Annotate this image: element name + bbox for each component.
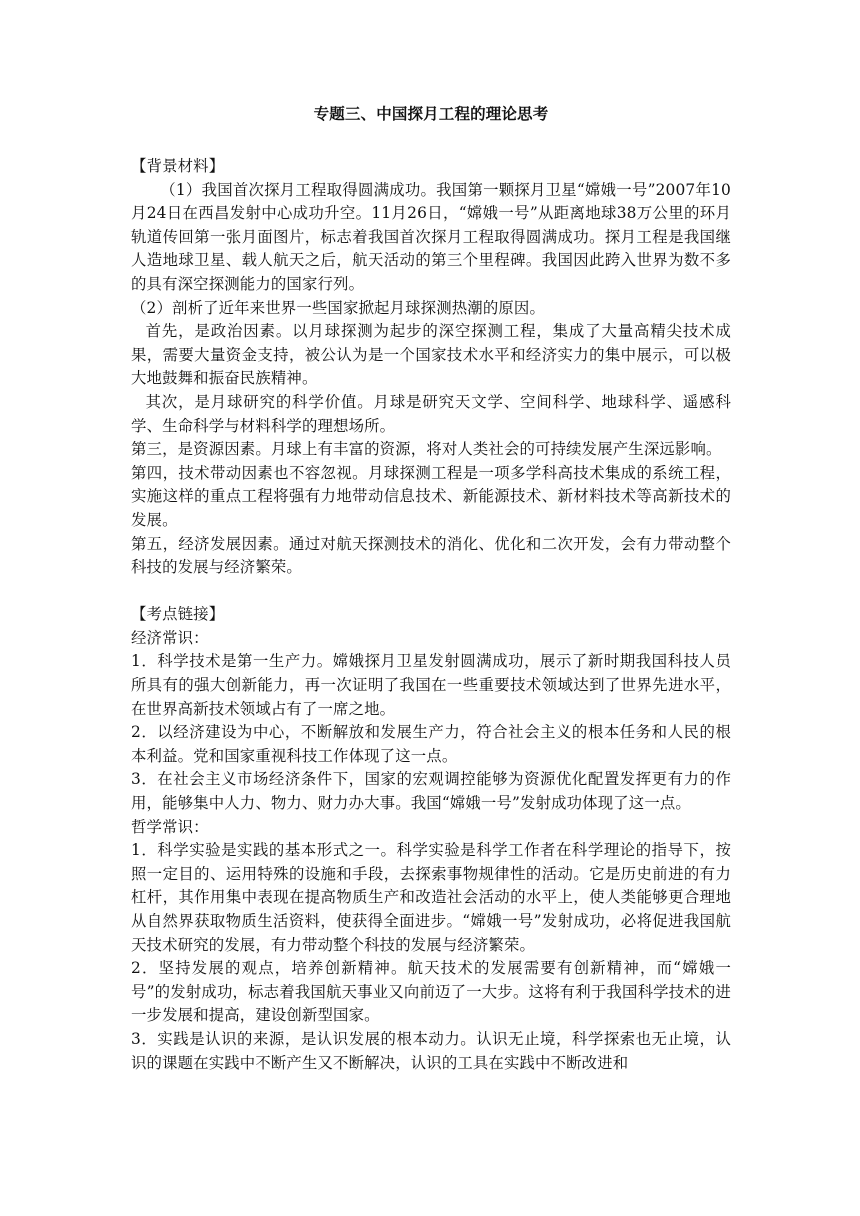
background-paragraph-2: （2）剖析了近年来世界一些国家掀起月球探测热潮的原因。 [131,298,545,317]
philosophy-point-3: 3．实践是认识的来源，是认识发展的根本动力。认识无止境，科学探索也无止境，认识的课题在实践中不断产生又不断解决，认识的工具在实践中不断改进和 [131,1029,731,1072]
background-paragraph-6: 第四，技术带动因素也不容忽视。月球探测工程是一项多学科高技术集成的系统工程，实施这样的重点工程将强有力地带动信息技术、新能源技术、新材料技术等高新技术的发展。 [131,463,731,529]
economics-point-2: 2．以经济建设为中心，不断解放和发展生产力，符合社会主义的根本任务和人民的根本利益。党和国家重视科技工作体现了这一点。 [131,723,731,765]
page-title: 专题三、中国探月工程的理论思考 [313,105,549,123]
background-paragraph-4: 其次，是月球研究的科学价值。月球是研究天文学、空间科学、地球科学、遥感科学、生命科学与材料科学的理想场所。 [131,392,731,435]
philosophy-label: 哲学常识： [131,817,209,836]
economics-point-3: 3．在社会主义市场经济条件下，国家的宏观调控能够为资源优化配置发挥更有力的作用，能够集中人力、物力、财力办大事。我国“嫦娥一号”发射成功体现了这一点。 [131,770,731,813]
document-body [131,97,731,1075]
background-heading: 【背景材料】 [131,157,225,175]
links-heading: 【考点链接】 [131,605,225,624]
background-paragraph-3: 首先，是政治因素。以月球探测为起步的深空探测工程，集成了大量高精尖技术成果，需要大量资金支持，被公认为是一个国家技术水平和经济实力的集中展示，可以极大地鼓舞和振奋民族精神。 [131,322,731,388]
economics-label: 经济常识： [131,628,209,647]
philosophy-point-2: 2．坚持发展的观点，培养创新精神。航天技术的发展需要有创新精神，而“嫦娥一号”的发射成功，标志着我国航天事业又向前迈了一大步。这将有利于我国科学技术的进一步发展和提高，建设创新型国家。 [131,959,731,1025]
background-paragraph-5: 第三，是资源因素。月球上有丰富的资源，将对人类社会的可持续发展产生深远影响。 [131,440,722,459]
philosophy-point-1: 1．科学实验是实践的基本形式之一。科学实验是科学工作者在科学理论的指导下，按照一定目的、运用特殊的设施和手段，去探索事物规律性的活动。它是历史前进的有力杠杆，其作用集中表现在提高物质生产和改造社会活动的水平上，使人类能够更合理地从自然界获取物质生活资料，使获得全面进步。“嫦娥一号”发射成功，必将促进我国航天技术研究的发展，有力带动整个科技的发展与经济繁荣。 [131,841,731,954]
economics-point-1: 1．科学技术是第一生产力。嫦娥探月卫星发射圆满成功，展示了新时期我国科技人员所具有的强大创新能力，再一次证明了我国在一些重要技术领域达到了世界先进水平，在世界高新技术领域占有了一席之地。 [131,652,731,718]
background-paragraph-7: 第五，经济发展因素。通过对航天探测技术的消化、优化和二次开发，会有力带动整个科技的发展与经济繁荣。 [131,534,731,577]
background-paragraph-1: （1）我国首次探月工程取得圆满成功。我国第一颗探月卫星“嫦娥一号”2007年10月24日在西昌发射中心成功升空。11月26日，“嫦娥一号”从距离地球38万公里的环月轨道传回第一张月面图片，标志着我国首次探月工程取得圆满成功。探月工程是我国继人造地球卫星、载人航天之后，航天活动的第三个里程碑。我国因此跨入世界为数不多的具有深空探测能力的国家行列。 [131,180,731,293]
section-spacer [131,580,731,604]
